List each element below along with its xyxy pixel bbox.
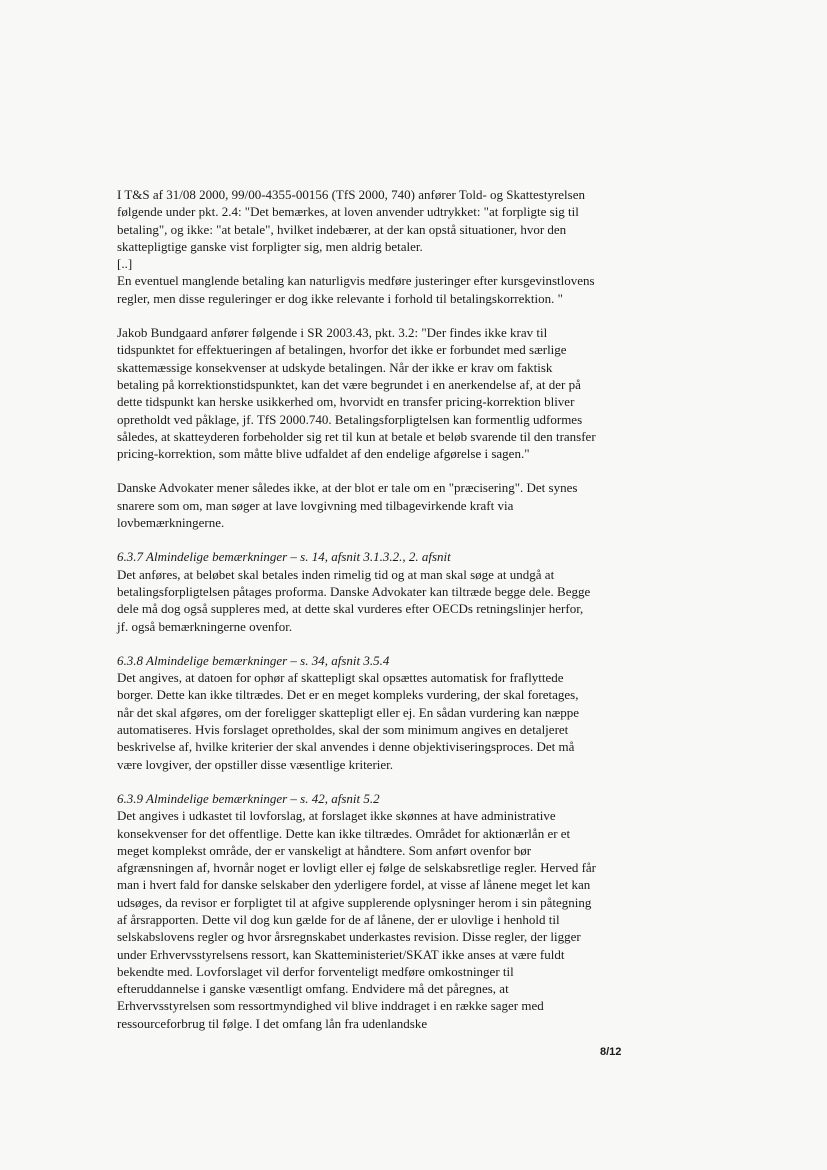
section-heading-6-3-8: 6.3.8 Almindelige bemærkninger – s. 34, afsnit 3.5.4	[117, 652, 390, 668]
bundgaard-paragraph: Jakob Bundgaard anfører følgende i SR 2003.43, pkt. 3.2: "Der findes ikke krav til tidspunktet for effektueringen af betalingen, hvorfor det ikke er forbundet med særlige skattemæssige konsekvenser at udskyde betalingen. Når der ikke er krav om faktisk betaling på korrektionstidspunktet, kan det være begrundet i en anerkendelse af, at der på dette tidspunkt kan herske usikkerhed om, hvorvidt en transfer pricing-korrektion bliver opretholdt ved påklage, jf. TfS 2000.740. Betalingsforpligtelsen kan formentlig udformes således, at skatteyderen forbeholder sig ret til kun at betale et beløb svarende til den transfer pricing-korrektion, som måtte blive udfaldet af den endelige afgørelse i sagen."	[117, 325, 596, 462]
quote-paragraph: I T&S af 31/08 2000, 99/00-4355-00156 (TfS 2000, 740) anfører Told- og Skattestyrelsen følgende under pkt. 2.4: "Det bemærkes, at loven anvender udtrykket: "at forpligte sig til betaling", og ikke: "at betale", hvilket indebærer, at der kan opstå situationer, hvor den skattepligtige ganske vist forpligter sig, men aldrig betaler.	[117, 187, 585, 254]
spacer	[117, 307, 597, 324]
section-heading-6-3-7: 6.3.7 Almindelige bemærkninger – s. 14, afsnit 3.1.3.2., 2. afsnit	[117, 549, 451, 565]
page-number: 8/12	[600, 1046, 622, 1058]
section-heading-6-3-9: 6.3.9 Almindelige bemærkninger – s. 42, afsnit 5.2	[117, 790, 380, 806]
section-body-6-3-9: Det angives i udkastet til lovforslag, at forslaget ikke skønnes at have administrative konsekvenser for det offentlige. Dette kan ikke tiltrædes. Området for aktionærlån er et meget komplekst område, der er vanskeligt at håndtere. Som anført ovenfor bør afgrænsningen af, hvornår noget er lovligt eller ej følge de selskabsretlige regler. Herved får man i hvert fald for danske selskaber den yderligere fordel, at visse af lånene meget let kan udsøges, da revisor er forpligtet til at afgive supplerende oplysninger herom i sin påtegning af årsrapporten. Dette vil dog kun gælde for de af lånene, der er ulovlige i henhold til selskabslovens regler og hvor årsregnskabet underkastes revision. Disse regler, der ligger under Erhvervsstyrelsens ressort, kan Skatteministeriet/SKAT ikke anses at være fuldt bekendte med. Lovforslaget vil derfor forventeligt medføre omkostninger til efteruddannelse i ganske væsentligt omfang. Endvidere må det påregnes, at Erhvervsstyrelsen som ressortmyndighed vil blive inddraget i en række sager med ressourceforbrug til følge. I det omfang lån fra udenlandske	[117, 808, 597, 1031]
omission-marker: [..]	[117, 256, 133, 272]
section-body-6-3-8: Det angives, at datoen for ophør af skattepligt skal opsættes automatisk for fraflyttede borger. Dette kan ikke tiltrædes. Det er en meget kompleks vurdering, der skal foretages, når det skal afgøres, om der foreligger skattepligt eller ej. En sådan vurdering kan næppe automatiseres. Hvis forslaget opretholdes, skal der som minimum angives en detaljeret beskrivelse af, hvilke kriterier der skal anvendes i denne objektiviseringsproces. Det må være lovgiver, der opstiller disse væsentlige kriterier.	[117, 670, 580, 772]
page-body	[117, 186, 597, 1032]
spacer	[117, 635, 597, 652]
spacer	[117, 462, 597, 479]
spacer	[117, 531, 597, 548]
spacer	[117, 773, 597, 790]
section-body-6-3-7: Det anføres, at beløbet skal betales inden rimelig tid og at man skal søge at undgå at betalingsforpligtelsen påtages proforma. Danske Advokater kan tiltræde begge dele. Begge dele må dog også suppleres med, at dette skal vurderes efter OECDs retningslinjer herfor, jf. også bemærkningerne ovenfor.	[117, 566, 591, 634]
danske-advokater-paragraph: Danske Advokater mener således ikke, at der blot er tale om en "præcisering". Det synes snarere som om, man søger at lave lovgivning med tilbagevirkende kraft via lovbemærkningerne.	[117, 480, 578, 531]
quote-paragraph-continued: En eventuel manglende betaling kan naturligvis medføre justeringer efter kursgevinstlovens regler, men disse reguleringer er dog ikke relevante i forhold til betalingskorrektion. "	[117, 273, 595, 306]
